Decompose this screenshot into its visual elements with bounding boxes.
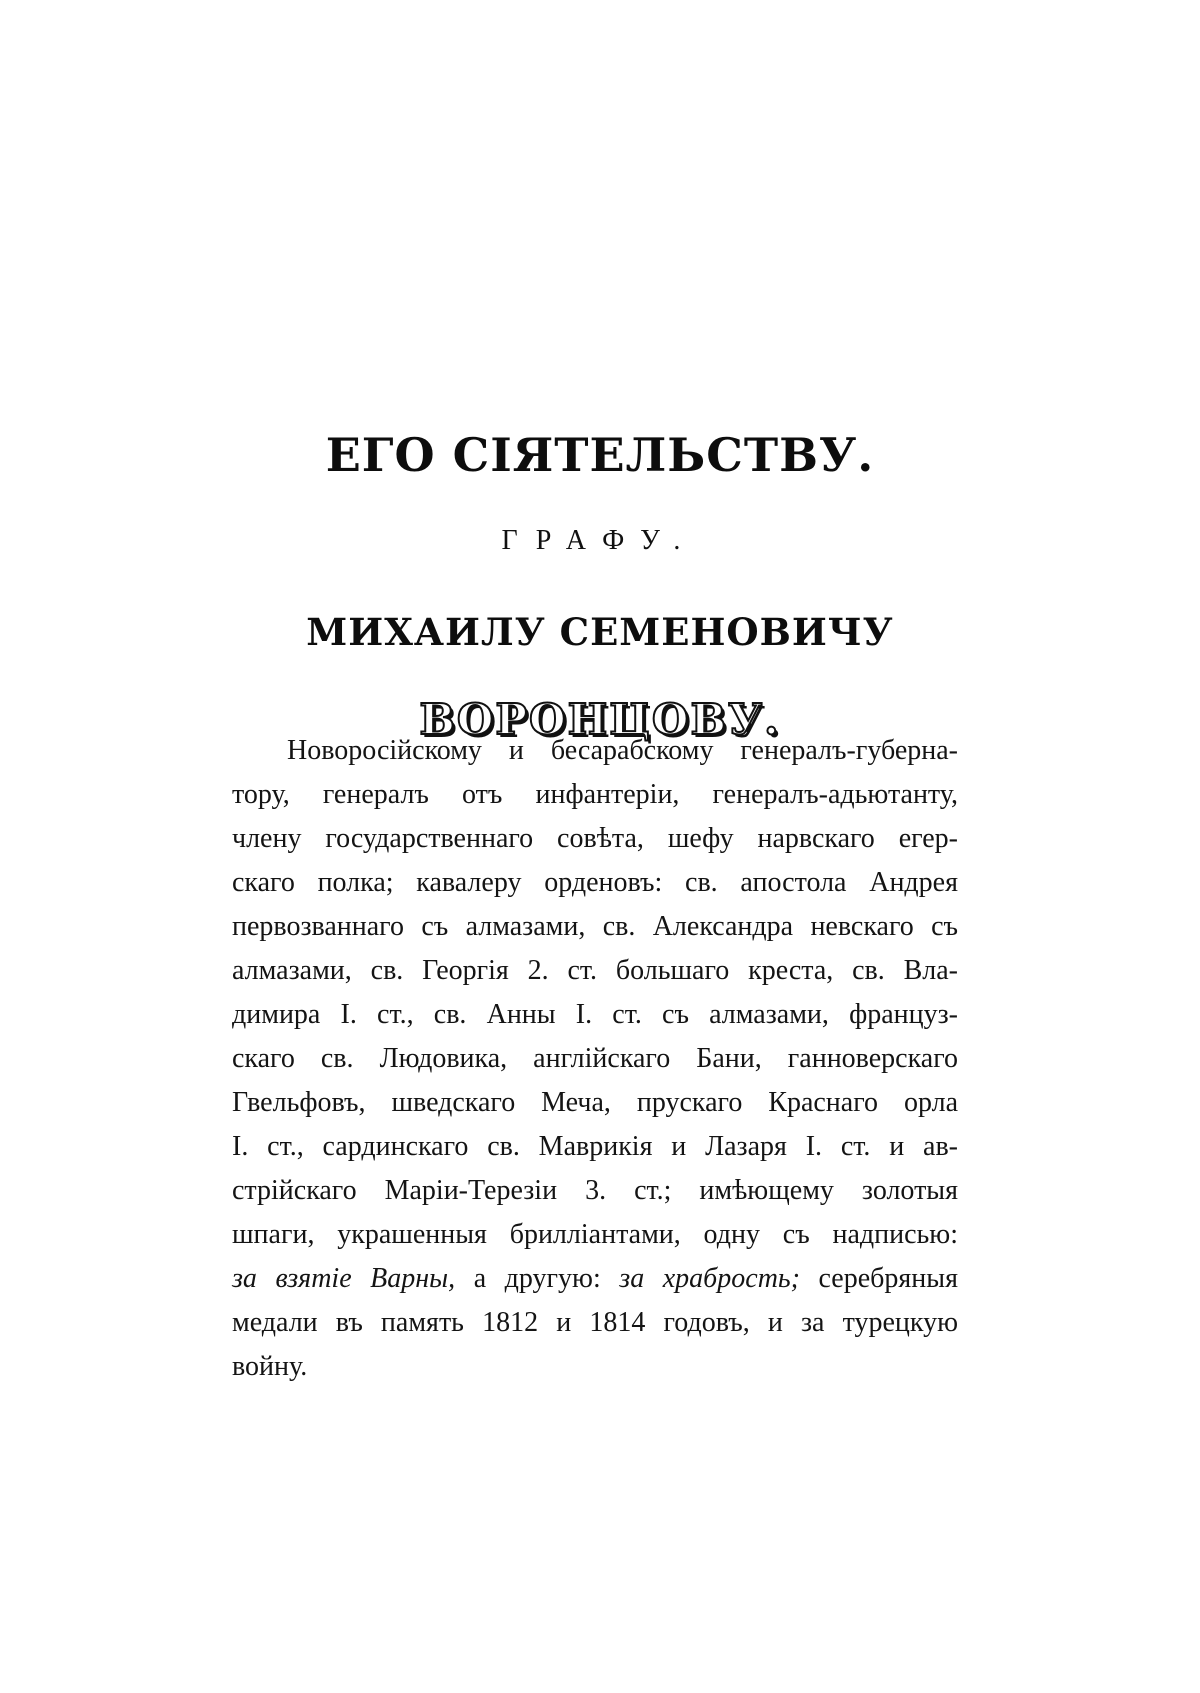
paragraph-line-mixed [232,1263,958,1307]
italic-phrase: за храбрость; [619,1263,800,1294]
paragraph-line: стрiйскаго Марiи-Терезiи 3. ст.; имѣющему золотыя [232,1175,958,1206]
paragraph-line: Гвельфовъ, шведскаго Меча, прускаго Краснаго орла [232,1087,958,1118]
paragraph-line-final: войну. [232,1351,308,1382]
paragraph-line: медали въ память 1812 и 1814 годовъ, и за турецкую [232,1307,958,1338]
italic-phrase: за взятiе Варны, [232,1263,456,1294]
dedication-surname: ВОРОНЦОВУ. [419,695,781,744]
paragraph-line: I. ст., сардинскаго св. Маврикiя и Лазаря I. ст. и ав- [232,1131,958,1162]
paragraph-line: шпаги, украшенныя брилліантами, одну съ надписью: [232,1219,958,1250]
paragraph-line: скаго полка; кавалеру орденовъ: св. апостола Андрея [232,867,958,898]
paragraph-line: димира I. ст., св. Анны I. ст. съ алмазами, француз- [232,999,958,1030]
text-span: а другую: [455,1263,620,1294]
dedication-name: МИХАИЛУ СЕМЕНОВИЧУ [306,610,894,654]
paragraph-line: члену государственнаго совѣта, шефу нарвскаго егер- [232,823,958,854]
paragraph-line: тору, генералъ отъ инфантерiи, генералъ-адьютанту, [232,779,958,810]
dedication-paragraph [232,735,958,1382]
paragraph-line: алмазами, св. Георгiя 2. ст. большаго креста, св. Вла- [232,955,958,986]
paragraph-line: скаго св. Людовика, англiйскаго Бани, ганноверскаго [232,1043,958,1074]
text-span: серебряныя [799,1263,958,1294]
paragraph-line: Новоросiйскому и бесарабскому генералъ-губерна- [287,735,958,766]
paragraph-line: первозваннаго съ алмазами, св. Александра невскаго съ [232,911,958,942]
dedication-title: ЕГО СIЯТЕЛЬСТВУ. [325,428,875,482]
dedication-rank: ГРАФУ. [501,525,699,556]
